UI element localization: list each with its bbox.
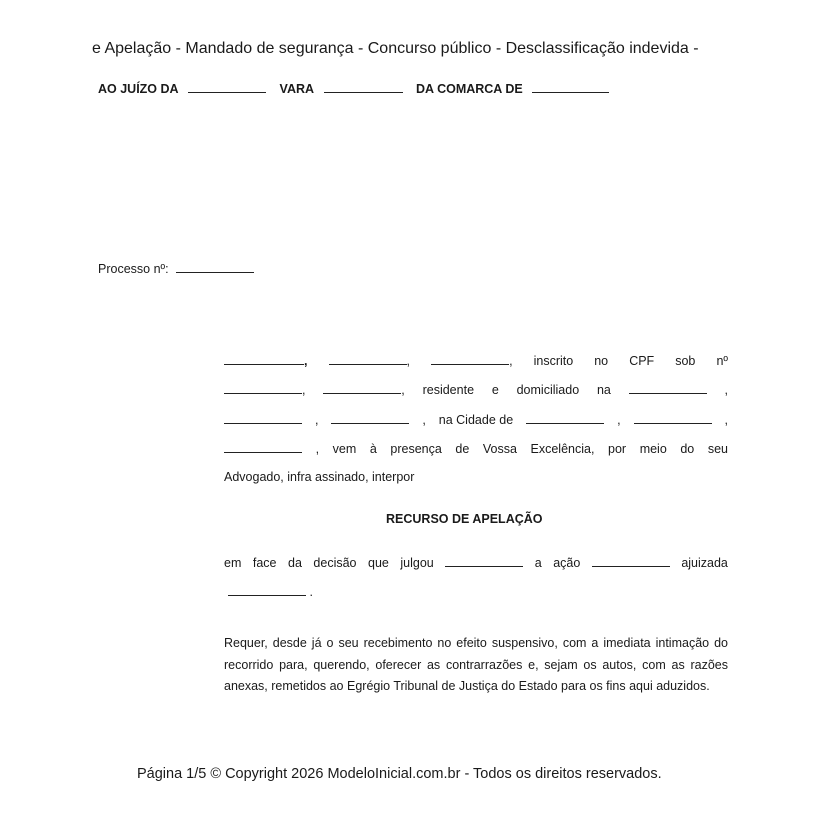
text: no: [594, 354, 609, 368]
text: .: [306, 585, 313, 599]
text: do: [680, 442, 695, 456]
text: julgou: [400, 556, 434, 570]
text: Vossa: [482, 442, 517, 456]
blank-juizo: [188, 81, 266, 93]
text: em: [224, 556, 242, 570]
blank-group: [629, 382, 707, 397]
process-label: Processo nº:: [98, 262, 169, 276]
text: ação: [553, 556, 581, 570]
text: residente: [422, 383, 475, 397]
text: de: [455, 442, 470, 456]
blank-group: ,: [329, 353, 410, 368]
request-paragraph: Requer, desde já o seu recebimento no efeito suspensivo, com a imediata intimação do recorrido para, querendo, oferecer as contrarrazões e, sejam os autos, com as razões anexas, remetidos ao Egrégio Tribunal de Justiça do Estado para os fins aqui aduzidos.: [224, 636, 728, 693]
text: à: [369, 442, 377, 456]
decision-line-1: [224, 555, 728, 570]
blank-group: [634, 412, 712, 427]
blank-group: ,: [224, 382, 305, 397]
blank-group: [331, 412, 409, 427]
text: e: [491, 383, 499, 397]
court-label-vara: VARA: [279, 82, 315, 96]
page-footer: Página 1/5 © Copyright 2026 ModeloInicial.com.br - Todos os direitos reservados.: [137, 766, 662, 782]
text: sob: [675, 354, 696, 368]
text: na Cidade de: [438, 413, 514, 427]
court-addressing-line: [98, 81, 615, 96]
blank-process-number: [176, 261, 254, 273]
text: da: [288, 556, 302, 570]
qualification-line-2: [224, 382, 728, 397]
text: ajuizada: [681, 556, 728, 570]
qualification-line-4: [224, 441, 728, 456]
text: decisão: [313, 556, 357, 570]
text: ,: [315, 442, 320, 456]
blank-vara: [324, 81, 403, 93]
qualification-line-5: Advogado, infra assinado, interpor: [224, 470, 415, 484]
text: vem: [332, 442, 357, 456]
text: ,: [724, 413, 728, 427]
blank-group: [592, 555, 670, 570]
blank-group: ,: [224, 353, 307, 368]
text: face: [252, 556, 277, 570]
appeal-title: RECURSO DE APELAÇÃO: [386, 512, 543, 526]
blank-decision-end: [228, 584, 306, 596]
text: ,: [422, 413, 426, 427]
qualification-line-3: [224, 412, 728, 427]
text: presença: [390, 442, 442, 456]
text: CPF: [629, 354, 655, 368]
blank-group: ,: [431, 353, 512, 368]
blank-group: [224, 441, 302, 456]
qualification-line-1: [224, 353, 728, 368]
blank-comarca: [532, 81, 609, 93]
text: Excelência,: [530, 442, 595, 456]
text: por: [608, 442, 627, 456]
text: seu: [707, 442, 728, 456]
text: ,: [724, 383, 728, 397]
document-header: e Apelação - Mandado de segurança - Concurso público - Desclassificação indevida -: [92, 40, 699, 57]
decision-line-2: [228, 584, 313, 599]
blank-group: ,: [323, 382, 404, 397]
court-label-comarca: DA COMARCA DE: [416, 82, 523, 96]
text: domiciliado: [516, 383, 580, 397]
text: ,: [314, 413, 319, 427]
blank-group: [526, 412, 604, 427]
text: meio: [639, 442, 667, 456]
text: na: [596, 383, 611, 397]
blank-group: [224, 412, 302, 427]
text: a: [534, 556, 542, 570]
text: nº: [716, 354, 728, 368]
text: que: [368, 556, 389, 570]
text: ,: [617, 413, 621, 427]
process-number-line: [98, 261, 254, 276]
text: inscrito: [533, 354, 574, 368]
blank-group: [445, 555, 523, 570]
court-label-juizo: AO JUÍZO DA: [98, 82, 179, 96]
